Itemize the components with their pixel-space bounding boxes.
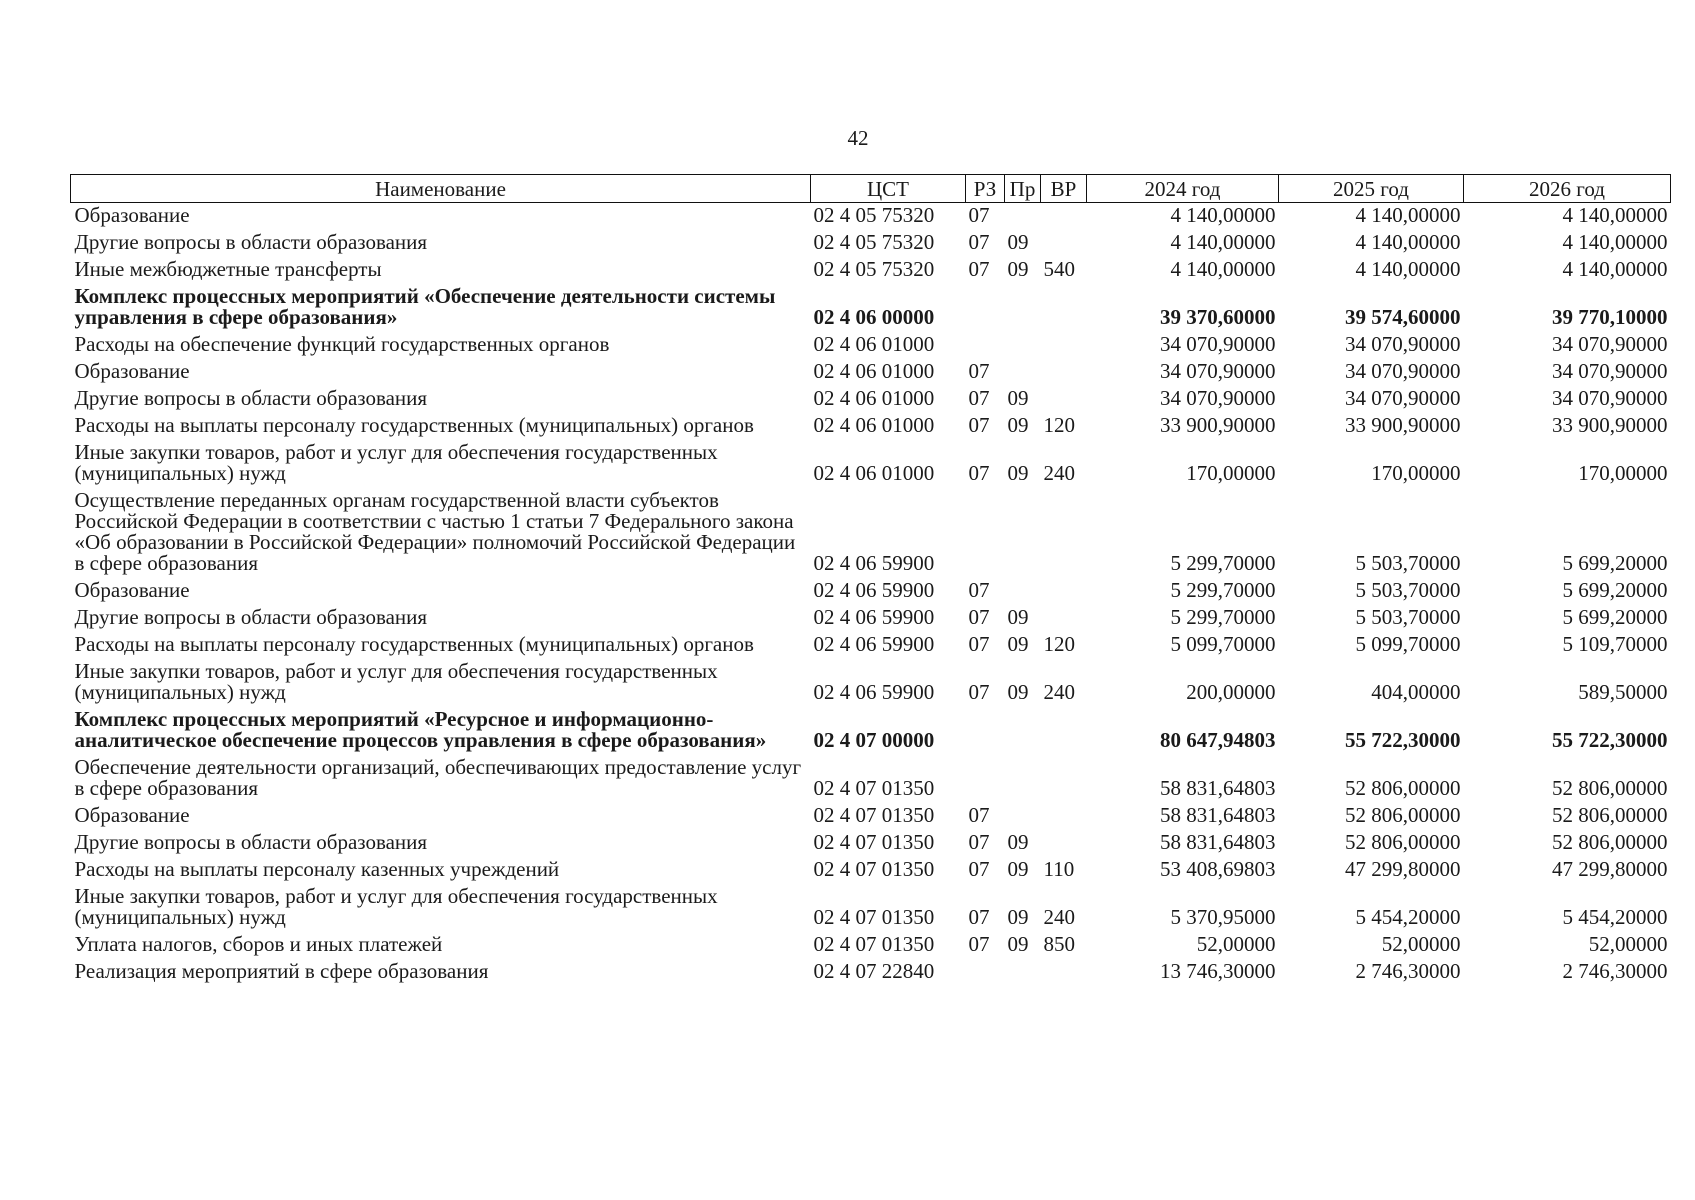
cell-pr xyxy=(1005,959,1041,986)
table-row xyxy=(71,632,1671,659)
table-row xyxy=(71,230,1671,257)
cell-rz: 07 xyxy=(968,257,990,281)
column-header-rz: РЗ xyxy=(966,175,1005,203)
cell-pr xyxy=(1005,359,1041,386)
page-number: 42 xyxy=(847,126,869,150)
cell-vr xyxy=(1041,284,1087,332)
cell-2026: 33 900,90000 xyxy=(1552,413,1668,437)
cell-rz: 07 xyxy=(968,203,990,227)
cell-2024: 4 140,00000 xyxy=(1170,257,1276,281)
cell-2024: 5 299,70000 xyxy=(1170,578,1276,602)
column-header-2025: 2025 год xyxy=(1279,175,1464,203)
cell-2024: 33 900,90000 xyxy=(1160,413,1276,437)
cell-2025: 34 070,90000 xyxy=(1345,332,1461,356)
cell-code: 02 4 06 01000 xyxy=(813,386,935,410)
cell-2026: 4 140,00000 xyxy=(1562,203,1668,227)
cell-2026: 4 140,00000 xyxy=(1562,230,1668,254)
table-row xyxy=(71,857,1671,884)
cell-name: Осуществление переданных органам государственной власти субъектов Российской Федерации в соответствии с частью 1 статьи 7 Федерального закона «Об образовании в Российской Федерации» полномочий Российской Федерации в сфере образования xyxy=(74,488,796,575)
cell-vr xyxy=(1041,605,1087,632)
cell-pr xyxy=(1005,578,1041,605)
cell-2025: 52 806,00000 xyxy=(1345,803,1461,827)
cell-code: 02 4 05 75320 xyxy=(813,257,935,281)
cell-vr: 240 xyxy=(1043,680,1075,704)
cell-code: 02 4 06 00000 xyxy=(813,305,935,329)
cell-vr: 120 xyxy=(1043,632,1075,656)
cell-pr: 09 xyxy=(1007,680,1029,704)
table-row xyxy=(71,932,1671,959)
cell-2026: 52 806,00000 xyxy=(1552,803,1668,827)
cell-2024: 58 831,64803 xyxy=(1160,803,1276,827)
column-header-code: ЦСТ xyxy=(811,175,966,203)
cell-2025: 34 070,90000 xyxy=(1345,359,1461,383)
column-header-pr: Пр xyxy=(1005,175,1041,203)
cell-2024: 34 070,90000 xyxy=(1160,332,1276,356)
cell-2026: 5 454,20000 xyxy=(1562,905,1668,929)
cell-code: 02 4 06 01000 xyxy=(813,461,935,485)
cell-code: 02 4 07 22840 xyxy=(813,959,935,983)
cell-2026: 4 140,00000 xyxy=(1562,257,1668,281)
cell-2026: 589,50000 xyxy=(1578,680,1668,704)
cell-vr: 540 xyxy=(1043,257,1075,281)
column-header-vr: ВР xyxy=(1041,175,1087,203)
cell-rz xyxy=(966,488,1005,578)
cell-rz: 07 xyxy=(968,857,990,881)
cell-rz: 07 xyxy=(968,803,990,827)
cell-pr: 09 xyxy=(1007,230,1029,254)
cell-rz: 07 xyxy=(968,386,990,410)
cell-2025: 4 140,00000 xyxy=(1355,230,1461,254)
cell-2026: 52,00000 xyxy=(1588,932,1668,956)
cell-vr: 120 xyxy=(1043,413,1075,437)
cell-name: Комплекс процессных мероприятий «Ресурсное и информационно-аналитическое обеспечение процессов управления в сфере образования» xyxy=(74,707,767,752)
cell-name: Другие вопросы в области образования xyxy=(74,605,428,629)
table-row xyxy=(71,413,1671,440)
cell-code: 02 4 07 00000 xyxy=(813,728,935,752)
cell-rz: 07 xyxy=(968,461,990,485)
cell-code: 02 4 07 01350 xyxy=(813,776,935,800)
cell-vr: 240 xyxy=(1043,905,1075,929)
cell-name: Другие вопросы в области образования xyxy=(74,830,428,854)
table-row xyxy=(71,332,1671,359)
budget-table xyxy=(70,174,1671,986)
cell-name: Расходы на выплаты персоналу казенных учреждений xyxy=(74,857,560,881)
table-row xyxy=(71,359,1671,386)
cell-2024: 170,00000 xyxy=(1186,461,1276,485)
cell-vr: 850 xyxy=(1043,932,1075,956)
cell-2025: 404,00000 xyxy=(1371,680,1461,704)
cell-2025: 5 099,70000 xyxy=(1355,632,1461,656)
cell-vr xyxy=(1041,332,1087,359)
table-row xyxy=(71,959,1671,986)
table-row xyxy=(71,284,1671,332)
cell-2024: 5 099,70000 xyxy=(1170,632,1276,656)
table-row xyxy=(71,830,1671,857)
cell-rz: 07 xyxy=(968,359,990,383)
cell-2026: 34 070,90000 xyxy=(1552,386,1668,410)
cell-pr xyxy=(1005,707,1041,755)
cell-2026: 5 109,70000 xyxy=(1562,632,1668,656)
table-row xyxy=(71,578,1671,605)
cell-rz: 07 xyxy=(968,413,990,437)
cell-rz xyxy=(966,332,1005,359)
table-header xyxy=(71,175,1671,203)
cell-2024: 200,00000 xyxy=(1186,680,1276,704)
cell-rz: 07 xyxy=(968,230,990,254)
cell-2025: 5 503,70000 xyxy=(1355,578,1461,602)
cell-2026: 34 070,90000 xyxy=(1552,359,1668,383)
column-header-2024: 2024 год xyxy=(1087,175,1279,203)
cell-rz: 07 xyxy=(968,932,990,956)
cell-pr: 09 xyxy=(1007,632,1029,656)
cell-rz: 07 xyxy=(968,578,990,602)
cell-pr xyxy=(1005,488,1041,578)
table-row xyxy=(71,257,1671,284)
cell-2024: 4 140,00000 xyxy=(1170,203,1276,227)
table-row xyxy=(71,488,1671,578)
cell-code: 02 4 06 01000 xyxy=(813,413,935,437)
cell-name: Иные закупки товаров, работ и услуг для обеспечения государственных (муниципальных) нужд xyxy=(74,884,718,929)
cell-pr: 09 xyxy=(1007,830,1029,854)
cell-code: 02 4 07 01350 xyxy=(813,857,935,881)
cell-vr: 240 xyxy=(1043,461,1075,485)
cell-2024: 5 299,70000 xyxy=(1170,605,1276,629)
cell-name: Реализация мероприятий в сфере образования xyxy=(74,959,489,983)
cell-name: Иные закупки товаров, работ и услуг для обеспечения государственных (муниципальных) нужд xyxy=(74,659,718,704)
cell-vr xyxy=(1041,230,1087,257)
cell-name: Уплата налогов, сборов и иных платежей xyxy=(74,932,443,956)
cell-name: Образование xyxy=(74,578,190,602)
cell-rz: 07 xyxy=(968,605,990,629)
cell-vr: 110 xyxy=(1043,857,1075,881)
cell-name: Образование xyxy=(74,203,190,227)
cell-pr: 09 xyxy=(1007,857,1029,881)
cell-vr xyxy=(1041,830,1087,857)
cell-2026: 52 806,00000 xyxy=(1552,776,1668,800)
cell-2026: 5 699,20000 xyxy=(1562,578,1668,602)
cell-rz xyxy=(966,959,1005,986)
cell-name: Иные межбюджетные трансферты xyxy=(74,257,382,281)
cell-pr: 09 xyxy=(1007,461,1029,485)
cell-code: 02 4 07 01350 xyxy=(813,932,935,956)
cell-vr xyxy=(1041,755,1087,803)
cell-pr: 09 xyxy=(1007,905,1029,929)
cell-name: Образование xyxy=(74,803,190,827)
cell-pr: 09 xyxy=(1007,932,1029,956)
cell-2026: 2 746,30000 xyxy=(1562,959,1668,983)
cell-rz xyxy=(966,755,1005,803)
cell-2025: 52 806,00000 xyxy=(1345,830,1461,854)
cell-2025: 47 299,80000 xyxy=(1345,857,1461,881)
cell-2025: 4 140,00000 xyxy=(1355,203,1461,227)
cell-2024: 13 746,30000 xyxy=(1160,959,1276,983)
cell-vr xyxy=(1041,959,1087,986)
cell-vr xyxy=(1041,488,1087,578)
cell-name: Расходы на выплаты персоналу государственных (муниципальных) органов xyxy=(74,413,754,437)
cell-code: 02 4 06 01000 xyxy=(813,332,935,356)
cell-2025: 2 746,30000 xyxy=(1355,959,1461,983)
cell-2024: 53 408,69803 xyxy=(1160,857,1276,881)
cell-2024: 80 647,94803 xyxy=(1160,728,1276,752)
cell-rz xyxy=(966,707,1005,755)
cell-2026: 34 070,90000 xyxy=(1552,332,1668,356)
cell-2024: 58 831,64803 xyxy=(1160,830,1276,854)
table-row xyxy=(71,605,1671,632)
cell-2024: 52,00000 xyxy=(1196,932,1276,956)
cell-2025: 55 722,30000 xyxy=(1345,728,1461,752)
cell-2024: 39 370,60000 xyxy=(1160,305,1276,329)
cell-rz: 07 xyxy=(968,905,990,929)
cell-name: Расходы на обеспечение функций государственных органов xyxy=(74,332,610,356)
cell-2026: 5 699,20000 xyxy=(1562,551,1668,575)
cell-2024: 4 140,00000 xyxy=(1170,230,1276,254)
cell-2025: 5 503,70000 xyxy=(1355,551,1461,575)
cell-code: 02 4 05 75320 xyxy=(813,230,935,254)
cell-2025: 52 806,00000 xyxy=(1345,776,1461,800)
cell-code: 02 4 06 59900 xyxy=(813,551,935,575)
table-row xyxy=(71,755,1671,803)
cell-code: 02 4 07 01350 xyxy=(813,803,935,827)
cell-2024: 58 831,64803 xyxy=(1160,776,1276,800)
cell-vr xyxy=(1041,203,1087,231)
cell-2026: 47 299,80000 xyxy=(1552,857,1668,881)
cell-pr: 09 xyxy=(1007,386,1029,410)
cell-2026: 55 722,30000 xyxy=(1552,728,1668,752)
table-row xyxy=(71,386,1671,413)
cell-2025: 33 900,90000 xyxy=(1345,413,1461,437)
cell-2025: 52,00000 xyxy=(1381,932,1461,956)
cell-name: Другие вопросы в области образования xyxy=(74,230,428,254)
cell-2025: 34 070,90000 xyxy=(1345,386,1461,410)
cell-pr xyxy=(1005,755,1041,803)
table-row xyxy=(71,440,1671,488)
cell-code: 02 4 06 59900 xyxy=(813,605,935,629)
cell-pr xyxy=(1005,332,1041,359)
cell-rz: 07 xyxy=(968,632,990,656)
cell-code: 02 4 06 01000 xyxy=(813,359,935,383)
cell-pr xyxy=(1005,203,1041,231)
table-row xyxy=(71,659,1671,707)
cell-rz: 07 xyxy=(968,830,990,854)
cell-rz xyxy=(966,284,1005,332)
cell-name: Образование xyxy=(74,359,190,383)
cell-vr xyxy=(1041,707,1087,755)
cell-vr xyxy=(1041,359,1087,386)
cell-2024: 34 070,90000 xyxy=(1160,386,1276,410)
cell-rz: 07 xyxy=(968,680,990,704)
column-header-name: Наименование xyxy=(71,175,811,203)
cell-name: Другие вопросы в области образования xyxy=(74,386,428,410)
cell-name: Расходы на выплаты персоналу государственных (муниципальных) органов xyxy=(74,632,754,656)
cell-code: 02 4 05 75320 xyxy=(813,203,935,227)
cell-name: Комплекс процессных мероприятий «Обеспечение деятельности системы управления в сфере образования» xyxy=(74,284,776,329)
table-row xyxy=(71,707,1671,755)
cell-code: 02 4 06 59900 xyxy=(813,578,935,602)
cell-2026: 5 699,20000 xyxy=(1562,605,1668,629)
cell-code: 02 4 07 01350 xyxy=(813,905,935,929)
cell-2026: 170,00000 xyxy=(1578,461,1668,485)
table-row xyxy=(71,203,1671,231)
table-row xyxy=(71,884,1671,932)
cell-2024: 5 299,70000 xyxy=(1170,551,1276,575)
cell-pr: 09 xyxy=(1007,413,1029,437)
cell-vr xyxy=(1041,803,1087,830)
table-row xyxy=(71,803,1671,830)
cell-2025: 4 140,00000 xyxy=(1355,257,1461,281)
cell-2024: 34 070,90000 xyxy=(1160,359,1276,383)
cell-name: Иные закупки товаров, работ и услуг для обеспечения государственных (муниципальных) нужд xyxy=(74,440,718,485)
cell-code: 02 4 06 59900 xyxy=(813,680,935,704)
cell-2025: 5 503,70000 xyxy=(1355,605,1461,629)
cell-2026: 52 806,00000 xyxy=(1552,830,1668,854)
cell-pr: 09 xyxy=(1007,605,1029,629)
column-header-2026: 2026 год xyxy=(1464,175,1671,203)
cell-pr xyxy=(1005,803,1041,830)
cell-vr xyxy=(1041,578,1087,605)
cell-2025: 39 574,60000 xyxy=(1345,305,1461,329)
cell-2024: 5 370,95000 xyxy=(1170,905,1276,929)
table-body xyxy=(71,203,1671,987)
cell-code: 02 4 07 01350 xyxy=(813,830,935,854)
cell-pr: 09 xyxy=(1007,257,1029,281)
cell-name: Обеспечение деятельности организаций, обеспечивающих предоставление услуг в сфере образования xyxy=(74,755,802,800)
cell-code: 02 4 06 59900 xyxy=(813,632,935,656)
cell-2026: 39 770,10000 xyxy=(1552,305,1668,329)
cell-2025: 5 454,20000 xyxy=(1355,905,1461,929)
cell-vr xyxy=(1041,386,1087,413)
cell-2025: 170,00000 xyxy=(1371,461,1461,485)
cell-pr xyxy=(1005,284,1041,332)
